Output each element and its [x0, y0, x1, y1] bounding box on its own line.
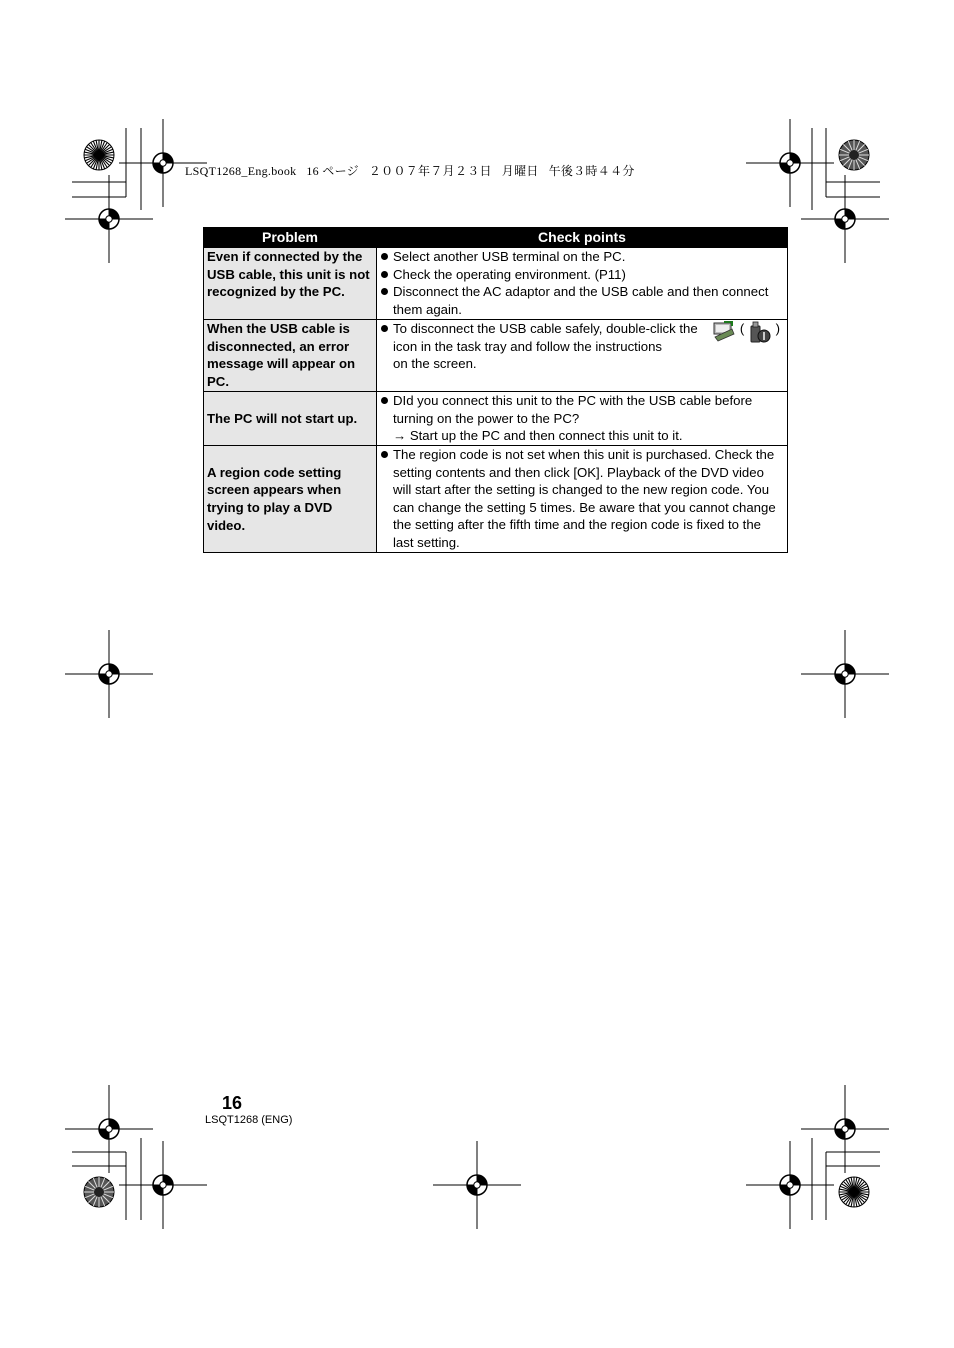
header-page-unit: ページ [322, 164, 359, 178]
troubleshooting-table [203, 227, 788, 553]
page-number: 16 [222, 1093, 243, 1113]
print-header [185, 162, 635, 179]
check-point-item: Check the operating environment. (P11) [379, 266, 784, 284]
table-row [204, 320, 788, 392]
column-header-check-points: Check points [377, 228, 788, 248]
header-file: LSQT1268_Eng.book [185, 164, 297, 178]
column-header-problem: Problem [204, 228, 377, 248]
table-row [204, 446, 788, 553]
check-point-item: Disconnect the AC adaptor and the USB cable and then connect them again. [379, 283, 784, 318]
check-points-cell [377, 248, 788, 320]
header-time: 午後３時４４分 [548, 164, 635, 178]
usb-device-icon [748, 320, 772, 344]
check-points-cell [377, 392, 788, 446]
table-row [204, 248, 788, 320]
model-code: LSQT1268 (ENG) [205, 1114, 293, 1126]
table-header-row [204, 228, 788, 248]
check-points-cell [377, 446, 788, 553]
problem-cell: A region code setting screen appears when trying to play a DVD video. [204, 446, 377, 553]
check-point-text: icon in the task tray and follow the instructions [393, 338, 663, 354]
check-point-item: The region code is not set when this unit is purchased. Check the setting contents and then click [OK]. Playback of the DVD video will start after the setting is changed to the new region code. You can change the setting 5 times. Be aware that you cannot change the setting after the fifth time and the region code is fixed to the last setting. [379, 446, 784, 552]
problem-cell: Even if connected by the USB cable, this unit is not recognized by the PC. [204, 248, 377, 320]
check-point-item: DId you connect this unit to the PC with the USB cable before turning on the power to the PC? [379, 392, 784, 427]
check-points-cell [377, 320, 788, 392]
check-point-item: Select another USB terminal on the PC. [379, 248, 784, 266]
arrow-note: → Start up the PC and then connect this unit to it. [393, 428, 683, 444]
check-point-text: on the screen. [393, 356, 477, 372]
check-point-item [379, 320, 784, 338]
paren-open: ( [739, 321, 745, 336]
paren-close: ) [775, 321, 780, 336]
safely-remove-hardware-icon [712, 320, 736, 342]
problem-cell: The PC will not start up. [204, 392, 377, 446]
table-row [204, 392, 788, 446]
header-date: ２００７年７月２３日 [368, 164, 492, 178]
header-weekday: 月曜日 [501, 164, 539, 178]
header-page: 16 [306, 164, 319, 178]
check-point-text: To disconnect the USB cable safely, double-click the [393, 321, 698, 336]
problem-cell: When the USB cable is disconnected, an error message will appear on PC. [204, 320, 377, 392]
